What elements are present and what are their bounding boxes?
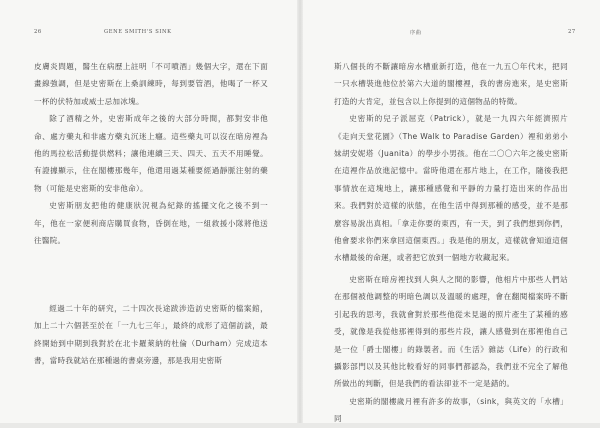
page-number: 27 (568, 29, 576, 35)
paragraph: 除了酒精之外，史密斯成年之後的大部分時間，都對安非他命、處方藥丸和非處方藥丸沉迷上癮。這些藥丸可以沒在暗房裡為他的馬拉松活動提供燃料；讓他連續三天、四天、五天不用睡覺。有證據顯示，住在閣樓那幾年，他還用過某種要經過靜脈注射的藥物（可能是史密斯的安非他命）。 (34, 114, 268, 193)
running-head: 序曲 (410, 30, 422, 36)
paragraph: 斯八個長的不斷讓暗房水槽重新打造，他在一九五〇年代末，把同一只水槽裝進他位於第六大道的閣樓裡，我的書房進來，是史密斯打造的大肯定，並包含以上你提到的這個物品的特徵。 (334, 62, 568, 106)
paragraph: 經過二十年的研究，二十四次長途跋涉造訪史密斯的檔案館，加上二十六個甚至於在「一九七三年」，最終的成形了這個訪談，最終開始到中期到我對於在北卡羅萊納的杜倫（Durham）完成這本書，當時我就站在那種過的書桌旁邊，那是我用史密斯 (34, 304, 268, 366)
body-text-bottom (34, 300, 268, 370)
body-text-top (334, 58, 568, 267)
body-text-top (34, 58, 268, 249)
paragraph: 皮膚炎問題，醫生在病歷上註明「不可噴酒」幾個大字，還在下面畫線強調，但是史密斯在上桑訓練時，每到要管酒，他喝了一杯又一杯的伏特加或威士忌加冰塊。 (34, 62, 268, 106)
paragraph: 史密斯朋友把他的健康狀況視為紀錄的搖擺文化之後不到一年，他在一家便利商店購買食物，昏倒在地，一組救援小隊將他送往醫院。 (34, 201, 268, 246)
running-head: GENE SMITH'S SINK (104, 29, 172, 35)
book-gutter (297, 0, 303, 423)
paragraph: 史密斯在暗房裡找到人與人之間的影響，他相片中那些人們站在那個被他調整的明暗色調以及溫暖的處理，會在翻閱檔案時不斷引起我的思考，我就會對於那些他從未見過的照片產生了某種的感受，就像是我從他那裡得到的那些片段，讓人感覺到在那裡他自己是一位「爵士閣樓」的錄製者。而《生活》雜誌（Life）的行政和攝影部門以及其他比較看好的同事們都認為，我們並不完全了解他所做出的判斷，但是我們的看法卻並不一定是錯的。 (334, 275, 568, 389)
body-text-bottom (334, 271, 568, 428)
right-page (300, 0, 600, 423)
paragraph: 史密斯的兒子派屈克（Patrick），就是一九四六年經濟照片《走向天堂花園》（The Walk to Paradise Garden）裡和弟弟小妹胡安妮塔（Juanita）的學步小男孩。他在二〇〇六年之後史密斯在這裡作品放進記憶中。當時他還在那片地上，在工作，隨後我把事情放在這塊地上，讓那種感覺和平靜的力量打造出來的作品出來。我們對於這樣的狀態，在他生活中得到那種的感受，並不是那麼容易說出真相。「拿走你要的東西，有一天，到了我們想到你們，他會要求你們來拿回這個東西。」我是他的朋友，這樣就會知道這個水槽最後的命運，或者把它放到一個地方收藏起來。 (334, 114, 568, 263)
left-page (0, 0, 300, 423)
page-number: 26 (34, 29, 42, 35)
paragraph: 史密斯的閣樓歲月裡有許多的故事，（sink，與英文的「水槽」同 (334, 396, 568, 424)
